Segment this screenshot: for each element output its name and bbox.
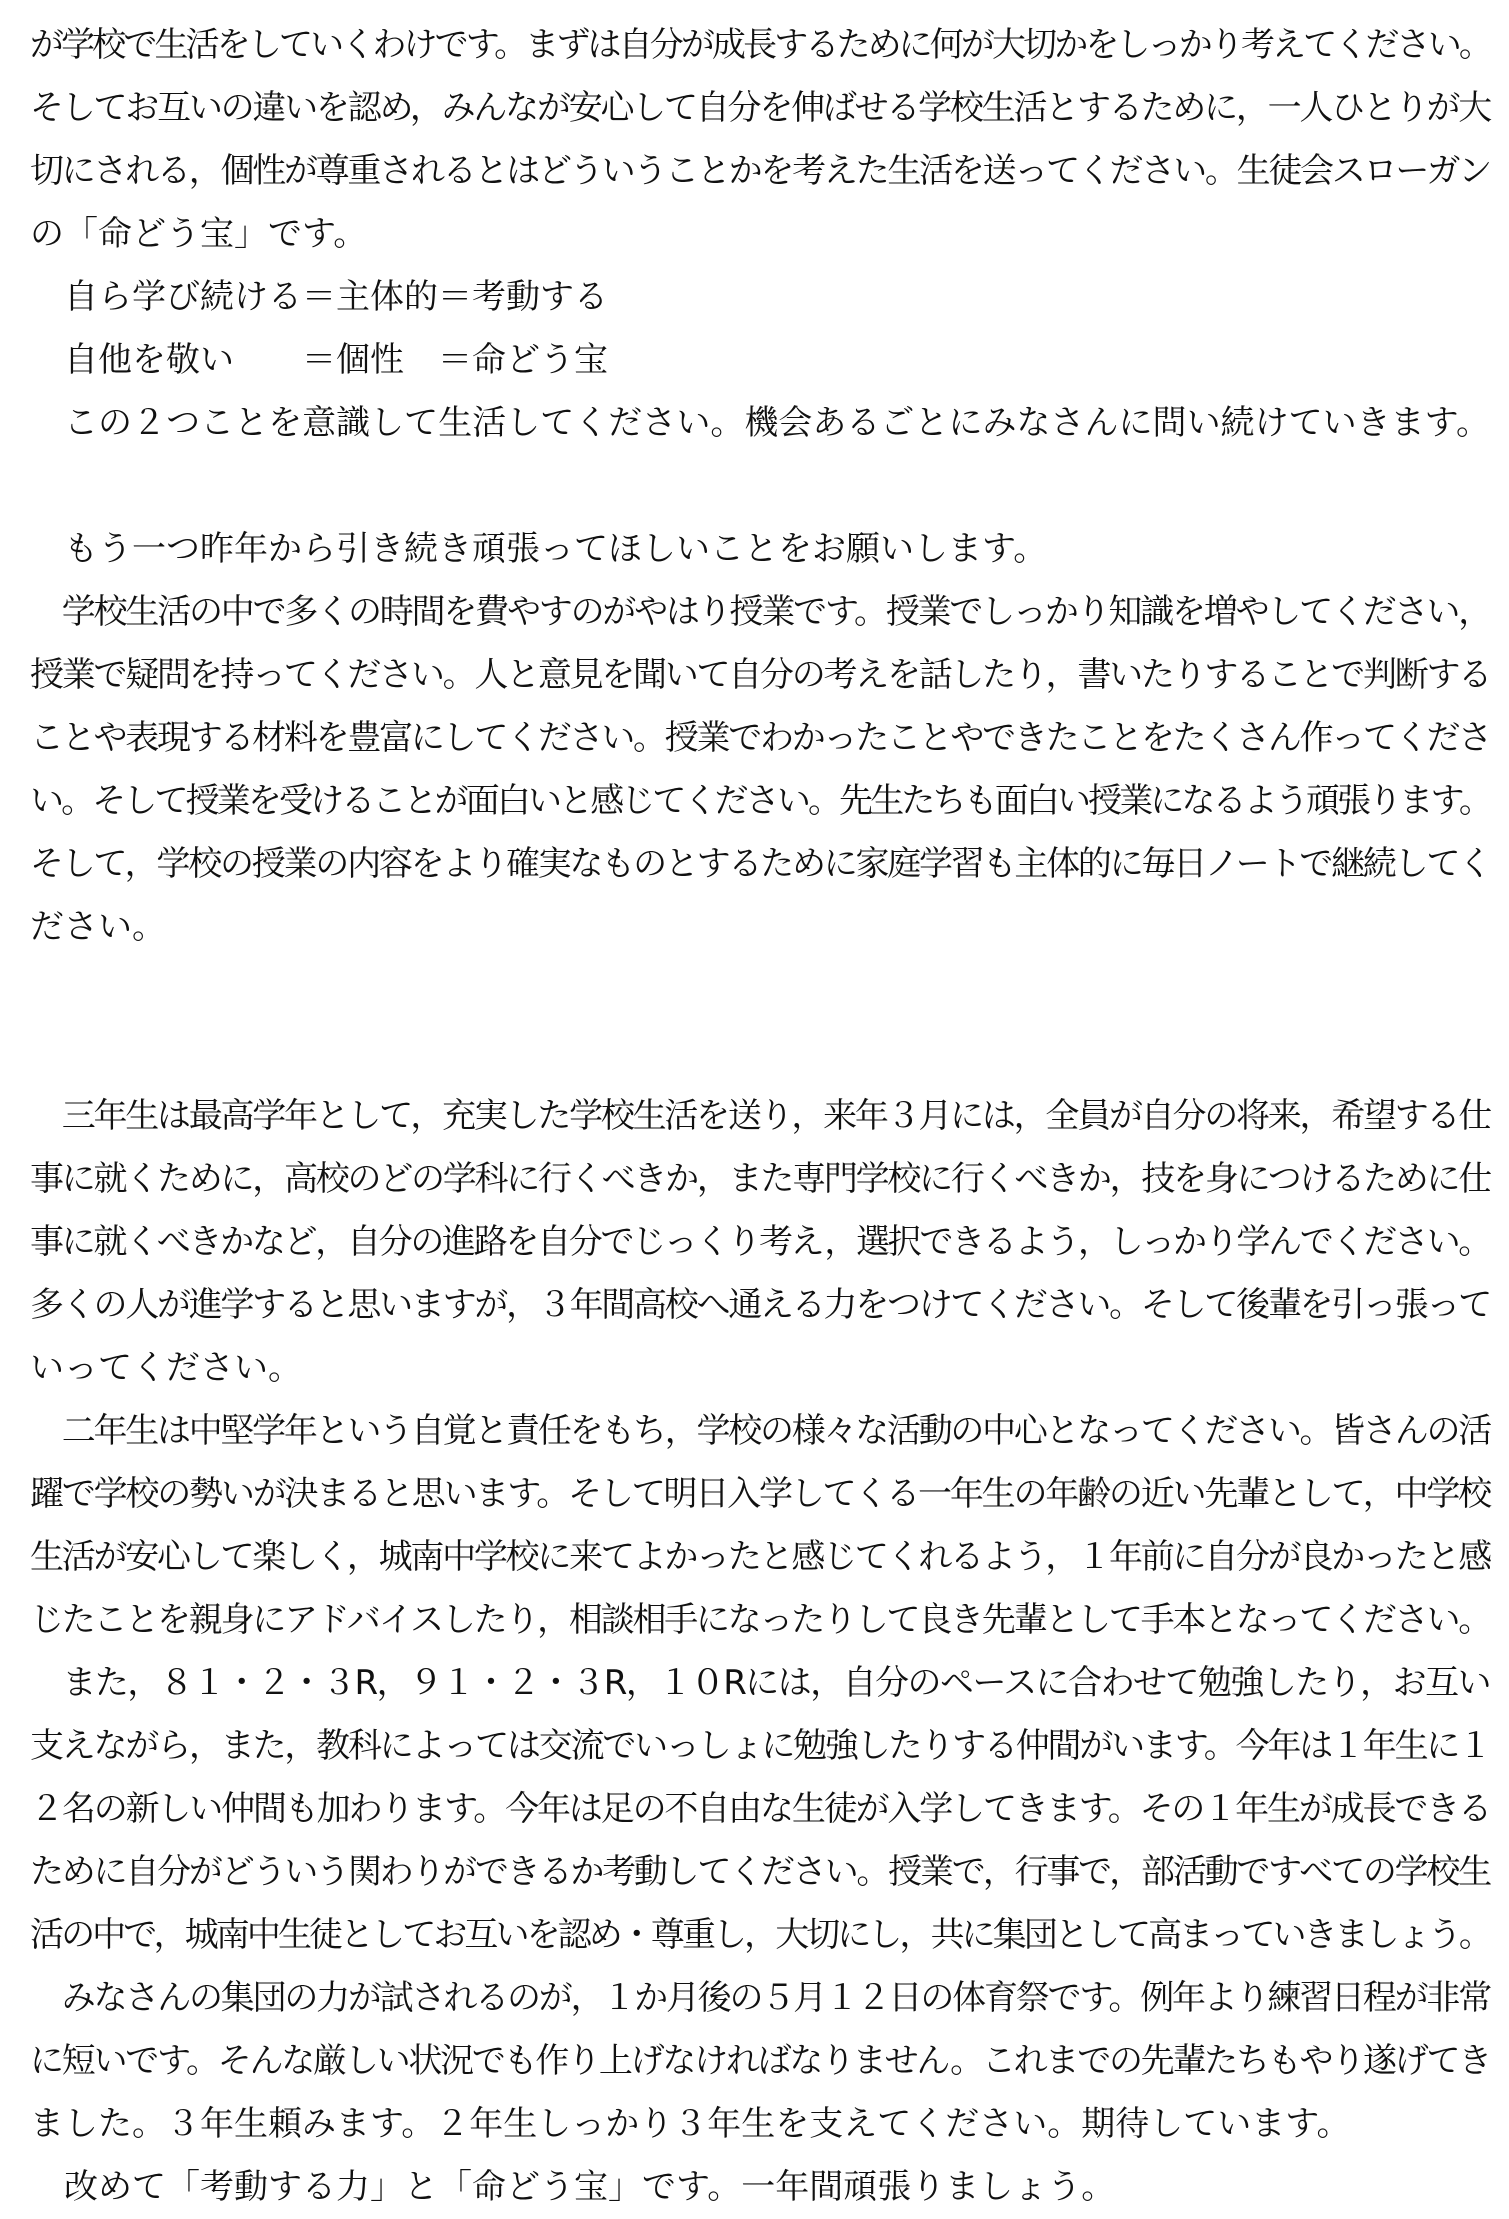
text-line: 自他を敬い ＝個性 ＝命どう宝 (30, 340, 608, 380)
text-line: この２つことを意識して生活してください。機会あるごとにみなさんに問い続けていきます。 (30, 403, 1490, 443)
text-line: ました。３年生頼みます。２年生しっかり３年生を支えてください。期待しています。 (30, 2104, 1351, 2144)
text-line: もう一つ昨年から引き続き頑張ってほしいことをお願いします。 (30, 529, 1048, 569)
text-line: また，８１・２・３R，９１・２・３R，１０Rには，自分のペースに合わせて勉強したり，お互い (30, 1663, 1490, 1703)
text-line: 事に就くべきかなど，自分の進路を自分でじっくり考え，選択できるよう，しっかり学んでください。 (30, 1222, 1490, 1262)
text-line: の「命どう宝」です。 (30, 214, 368, 254)
text-line: 活の中で，城南中生徒としてお互いを認め・尊重し，大切にし，共に集団として高まっていきましょう。 (30, 1915, 1490, 1955)
text-line: 切にされる，個性が尊重されるとはどういうことかを考えた生活を送ってください。生徒会スローガン (30, 151, 1490, 191)
blank-line (30, 1022, 1490, 1085)
text-line: 二年生は中堅学年という自覚と責任をもち，学校の様々な活動の中心となってください。皆さんの活 (30, 1411, 1490, 1451)
text-line: 学校生活の中で多くの時間を費やすのがやはり授業です。授業でしっかり知識を増やしてください， (30, 592, 1490, 632)
text-line: 事に就くために，高校のどの学科に行くべきか，また専門学校に行くべきか，技を身につけるために仕 (30, 1159, 1490, 1199)
text-line: 授業で疑問を持ってください。人と意見を聞いて自分の考えを話したり，書いたりすることで判断する (30, 655, 1490, 695)
text-line: 支えながら，また，教科によっては交流でいっしょに勉強したりする仲間がいます。今年は１年生に１ (30, 1726, 1490, 1766)
text-line: 躍で学校の勢いが決まると思います。そして明日入学してくる一年生の年齢の近い先輩として，中学校 (30, 1474, 1490, 1514)
blank-line (30, 959, 1490, 1022)
text-line: ２名の新しい仲間も加わります。今年は足の不自由な生徒が入学してきます。その１年生が成長できる (30, 1789, 1490, 1829)
text-line: ことや表現する材料を豊富にしてください。授業でわかったことやできたことをたくさん作ってくださ (30, 718, 1490, 758)
text-line: みなさんの集団の力が試されるのが，１か月後の５月１２日の体育祭です。例年より練習日程が非常 (30, 1978, 1490, 2018)
text-line: が学校で生活をしていくわけです。まずは自分が成長するために何が大切かをしっかり考えてください。 (30, 25, 1490, 65)
text-line: じたことを親身にアドバイスしたり，相談相手になったりして良き先輩として手本となってください。 (30, 1600, 1490, 1640)
document-body (30, 14, 1490, 2219)
text-line: そして，学校の授業の内容をより確実なものとするために家庭学習も主体的に毎日ノートで継続してく (30, 844, 1491, 884)
text-line: に短いです。そんな厳しい状況でも作り上げなければなりません。これまでの先輩たちもやり遂げてき (30, 2041, 1490, 2081)
text-line: 自ら学び続ける＝主体的＝考動する (30, 277, 608, 317)
text-line: いってください。 (30, 1348, 302, 1388)
blank-line (30, 455, 1490, 518)
text-line: 多くの人が進学すると思いますが，３年間高校へ通える力をつけてください。そして後輩を引っ張って (30, 1285, 1490, 1325)
text-line: そしてお互いの違いを認め，みんなが安心して自分を伸ばせる学校生活とするために，一人ひとりが大 (30, 88, 1490, 128)
text-line: 三年生は最高学年として，充実した学校生活を送り，来年３月には，全員が自分の将来，希望する仕 (30, 1096, 1490, 1136)
text-line: い。そして授業を受けることが面白いと感じてください。先生たちも面白い授業になるよう頑張ります。 (30, 781, 1490, 821)
text-line: 生活が安心して楽しく，城南中学校に来てよかったと感じてくれるよう，１年前に自分が良かったと感 (30, 1537, 1490, 1577)
text-line: ために自分がどういう関わりができるか考動してください。授業で，行事で，部活動ですべての学校生 (30, 1852, 1490, 1892)
text-line: ださい。 (30, 907, 166, 947)
text-line: 改めて「考動する力」と「命どう宝」です。一年間頑張りましょう。 (30, 2167, 1116, 2207)
